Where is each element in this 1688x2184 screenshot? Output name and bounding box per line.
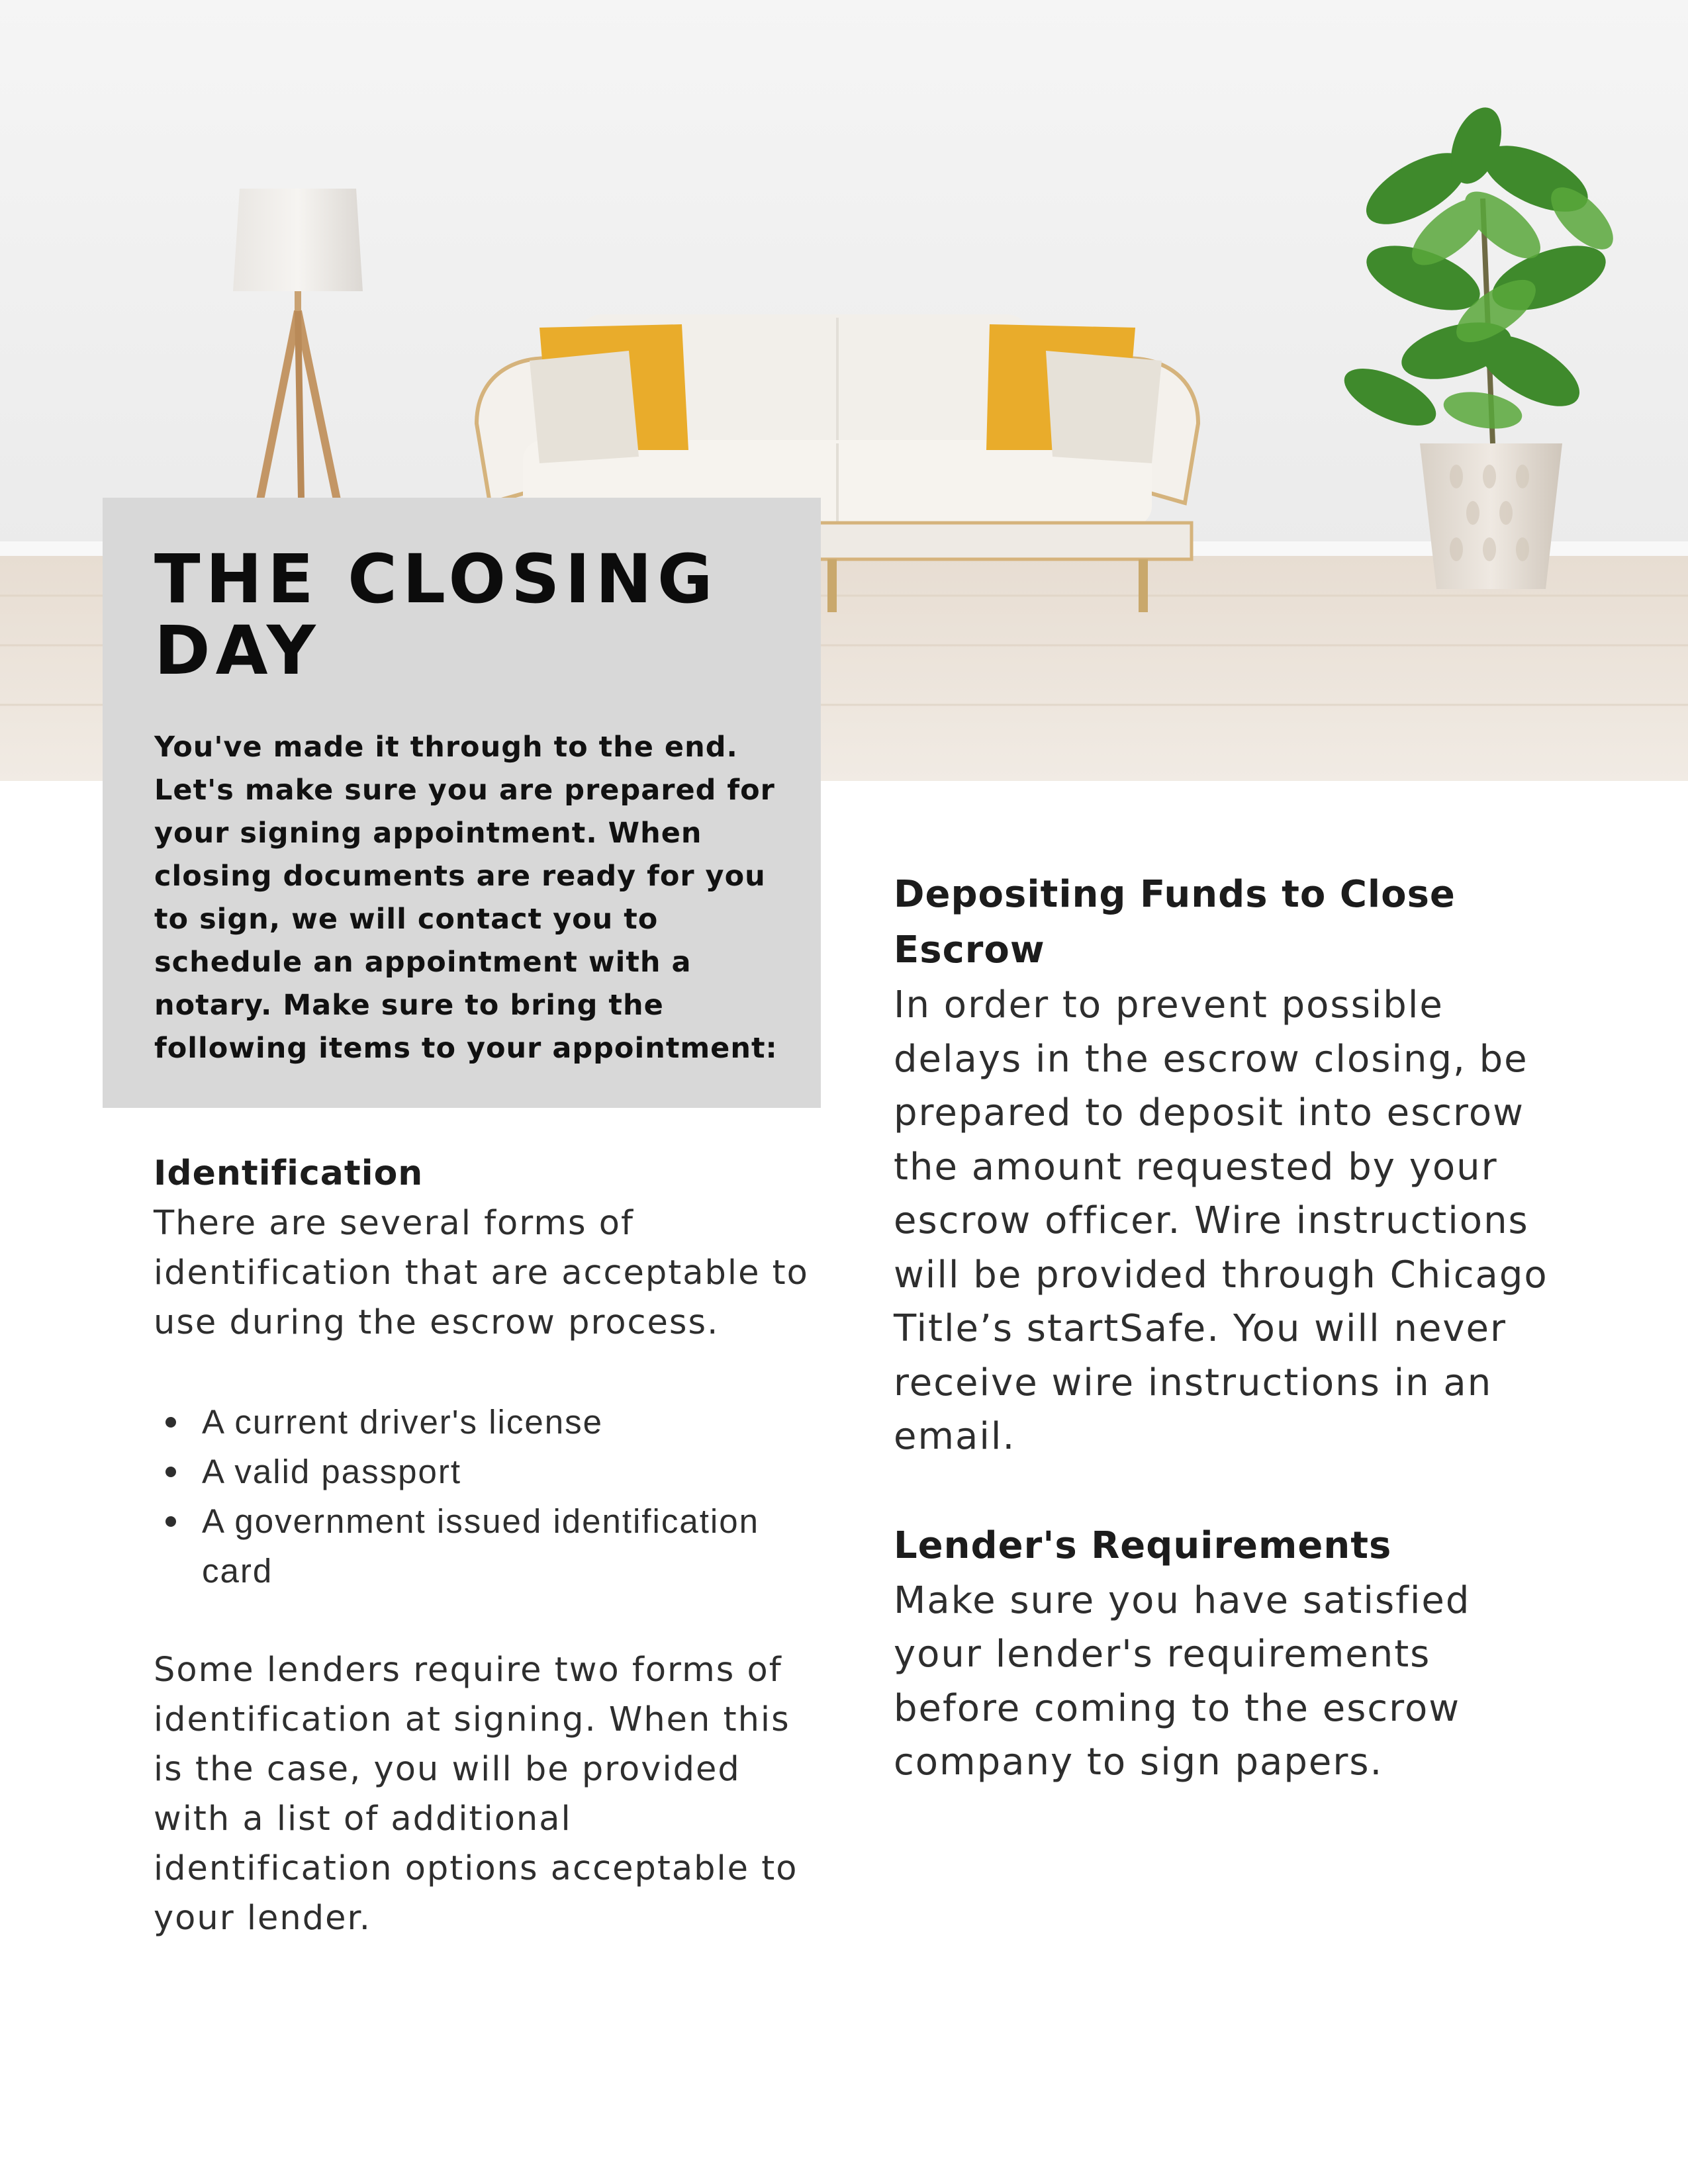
identification-section (154, 1148, 816, 1943)
depositing-heading: Depositing Funds to Close Escrow (894, 873, 1456, 972)
identification-heading: Identification (154, 1154, 424, 1193)
intro-card (103, 498, 821, 1108)
bullet-icon (165, 1516, 176, 1527)
identification-list (154, 1397, 816, 1596)
page-title: THE CLOSING DAY (154, 540, 718, 690)
depositing-text: In order to prevent possible delays in the escrow closing, be prepared to deposit into escrow the amount requested by your escrow officer. Wire instructions will be provided through Chicago Title’s startSafe. You will never receive wire instructions in an email. (894, 983, 1548, 1458)
lender-text: Make sure you have satisfied your lender's requirements before coming to the escrow company to sign papers. (894, 1578, 1471, 1784)
lender-heading: Lender's Requirements (894, 1524, 1392, 1567)
bullet-icon (165, 1467, 176, 1477)
identification-note: Some lenders require two forms of identification at signing. When this is the case, you will be provided with a list of additional identification options acceptable to your lender. (154, 1651, 798, 1938)
identification-intro: There are several forms of identification that are acceptable to use during the escrow process. (154, 1204, 809, 1342)
right-column (894, 867, 1556, 1790)
list-item: A government issued identification card (154, 1496, 816, 1596)
intro-paragraph: You've made it through to the end. Let's make sure you are prepared for your signing appointment. When closing documents are ready for you to sign, we will contact you to schedule an appointment with a notary. Make sure to bring the following items to your appointment: (154, 731, 778, 1065)
list-item: A valid passport (154, 1447, 816, 1496)
bullet-icon (165, 1417, 176, 1428)
list-item: A current driver's license (154, 1397, 816, 1447)
